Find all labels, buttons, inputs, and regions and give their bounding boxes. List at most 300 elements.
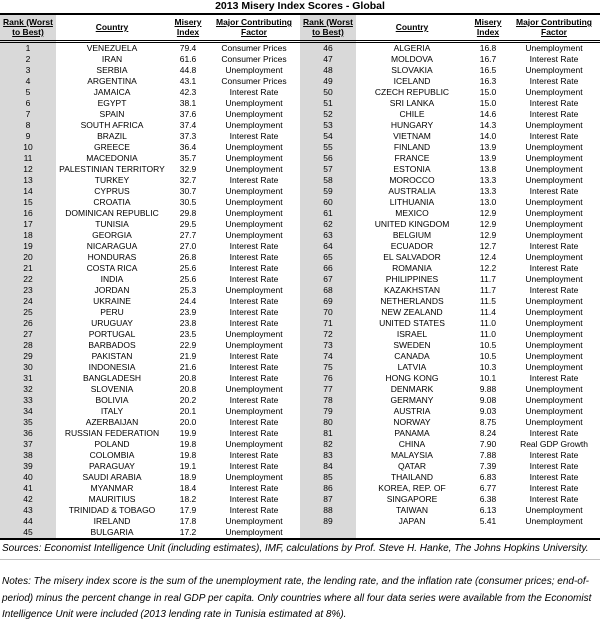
col-header-misery-index-left-label: Misery Index <box>174 17 202 37</box>
table-row <box>0 76 600 87</box>
table-row <box>0 527 600 539</box>
rank-cell-right: 64 <box>300 241 356 252</box>
misery-index-cell-left: 19.8 <box>179 439 197 449</box>
factor-cell-left: Unemployment <box>225 516 283 526</box>
col-header-rank-left-label: Rank (Worst to Best) <box>3 17 53 37</box>
country-cell-right: BELGIUM <box>392 230 432 240</box>
col-header-rank-left <box>0 15 56 42</box>
factor-cell-left: Unemployment <box>225 197 283 207</box>
rank-cell-right: 60 <box>300 197 356 208</box>
misery-index-cell-right: 12.2 <box>479 263 497 273</box>
country-cell-left: INDIA <box>100 274 124 284</box>
country-cell-right: SRI LANKA <box>389 98 435 108</box>
country-cell-right: NETHERLANDS <box>380 296 444 306</box>
rank-cell-right: 87 <box>300 494 356 505</box>
misery-index-cell-left: 29.5 <box>179 219 197 229</box>
table-row <box>0 329 600 340</box>
country-cell-left: AZERBAIJAN <box>85 417 139 427</box>
misery-index-cell-right: 8.75 <box>479 417 497 427</box>
country-cell-left: TUNISIA <box>95 219 129 229</box>
rank-cell-left: 10 <box>0 142 56 153</box>
table-row <box>0 285 600 296</box>
rank-cell-right: 66 <box>300 263 356 274</box>
rank-cell-right: 50 <box>300 87 356 98</box>
table-row <box>0 351 600 362</box>
rank-cell-right: 76 <box>300 373 356 384</box>
table-row <box>0 98 600 109</box>
factor-cell-right: Interest Rate <box>529 131 579 141</box>
misery-index-cell-right: 12.7 <box>479 241 497 251</box>
misery-index-cell-left: 30.5 <box>179 197 197 207</box>
factor-cell-right: Unemployment <box>525 197 583 207</box>
rank-cell-right: 73 <box>300 340 356 351</box>
country-cell-left: SPAIN <box>99 109 125 119</box>
misery-index-cell-right: 12.4 <box>479 252 497 262</box>
table-row <box>0 65 600 76</box>
rank-cell-right: 48 <box>300 65 356 76</box>
table-row <box>0 153 600 164</box>
col-header-factor-left-label: Major Contributing Factor <box>215 17 292 37</box>
misery-index-cell-right: 10.3 <box>479 362 497 372</box>
rank-cell-right: 82 <box>300 439 356 450</box>
factor-cell-left: Interest Rate <box>229 274 279 284</box>
rank-cell-right: 67 <box>300 274 356 285</box>
country-cell-left: POLAND <box>94 439 130 449</box>
rank-cell-left: 2 <box>0 54 56 65</box>
country-cell-right: MOLDOVA <box>391 54 433 64</box>
rank-cell-right: 49 <box>300 76 356 87</box>
country-cell-left: MACEDONIA <box>86 153 138 163</box>
rank-cell-right: 56 <box>300 153 356 164</box>
country-cell-right: NEW ZEALAND <box>381 307 443 317</box>
country-cell-right: SWEDEN <box>393 340 431 350</box>
misery-index-cell-left: 24.4 <box>179 296 197 306</box>
factor-cell-left: Unemployment <box>225 406 283 416</box>
table-row <box>0 219 600 230</box>
table-row <box>0 142 600 153</box>
country-cell-left: TURKEY <box>94 175 130 185</box>
misery-index-cell-right: 15.0 <box>479 87 497 97</box>
country-cell-left: PERU <box>100 307 124 317</box>
rank-cell-left: 17 <box>0 219 56 230</box>
misery-index-cell-right: 8.24 <box>479 428 497 438</box>
misery-index-cell-left: 25.3 <box>179 285 197 295</box>
factor-cell-right: Interest Rate <box>529 373 579 383</box>
country-cell-left: NICARAGUA <box>86 241 138 251</box>
country-cell-right: JAPAN <box>398 516 426 526</box>
misery-index-cell-left: 30.7 <box>179 186 197 196</box>
rank-cell-right: 51 <box>300 98 356 109</box>
rank-cell-left: 13 <box>0 175 56 186</box>
misery-index-cell-left: 61.6 <box>179 54 197 64</box>
rank-cell-right: 79 <box>300 406 356 417</box>
table-row <box>0 395 600 406</box>
factor-cell-right: Unemployment <box>525 318 583 328</box>
rank-cell-left: 35 <box>0 417 56 428</box>
country-cell-right: GERMANY <box>390 395 434 405</box>
rank-cell-right: 63 <box>300 230 356 241</box>
misery-index-cell-right: 16.8 <box>479 43 497 53</box>
rank-cell-left: 20 <box>0 252 56 263</box>
table-row <box>0 362 600 373</box>
factor-cell-right: Unemployment <box>525 296 583 306</box>
factor-cell-right: Unemployment <box>525 120 583 130</box>
factor-cell-right: Interest Rate <box>529 285 579 295</box>
misery-index-cell-left: 19.9 <box>179 428 197 438</box>
misery-index-cell-right: 13.9 <box>479 153 497 163</box>
misery-index-cell-right: 11.0 <box>480 318 496 328</box>
factor-cell-right: Unemployment <box>525 164 583 174</box>
rank-cell-right: 52 <box>300 109 356 120</box>
table-row <box>0 494 600 505</box>
factor-cell-left: Unemployment <box>225 285 283 295</box>
table-row <box>0 307 600 318</box>
rank-cell-left: 34 <box>0 406 56 417</box>
misery-index-cell-right <box>468 527 508 539</box>
country-cell-left: SLOVENIA <box>90 384 134 394</box>
factor-cell-left: Unemployment <box>208 527 300 539</box>
rank-cell-right: 70 <box>300 307 356 318</box>
factor-cell-left: Interest Rate <box>229 241 279 251</box>
factor-cell-right: Unemployment <box>525 384 583 394</box>
factor-cell-right: Unemployment <box>525 516 583 526</box>
col-header-country-right-label: Country <box>395 22 429 32</box>
rank-cell-right: 53 <box>300 120 356 131</box>
country-cell-left: INDONESIA <box>88 362 136 372</box>
country-cell-left: COLOMBIA <box>89 450 135 460</box>
rank-cell-right: 65 <box>300 252 356 263</box>
rank-cell-left: 30 <box>0 362 56 373</box>
country-cell-left: BANGLADESH <box>82 373 142 383</box>
rank-cell-left: 42 <box>0 494 56 505</box>
misery-index-cell-left: 21.9 <box>179 351 197 361</box>
rank-cell-right: 68 <box>300 285 356 296</box>
country-cell-right: ISRAEL <box>396 329 428 339</box>
rank-cell-left: 5 <box>0 87 56 98</box>
col-header-rank-right-label: Rank (Worst to Best) <box>303 17 353 37</box>
country-cell-left: BRAZIL <box>97 131 127 141</box>
misery-index-cell-right: 6.83 <box>479 472 497 482</box>
table-row <box>0 175 600 186</box>
country-cell-right: MALAYSIA <box>391 450 433 460</box>
table-row <box>0 373 600 384</box>
rank-cell-left: 31 <box>0 373 56 384</box>
misery-index-cell-right: 15.0 <box>479 98 497 108</box>
factor-cell-left: Interest Rate <box>229 417 279 427</box>
misery-index-cell-left: 37.4 <box>179 120 197 130</box>
misery-index-cell-left: 26.8 <box>179 252 197 262</box>
misery-index-cell-left: 20.0 <box>179 417 197 427</box>
rank-cell-left: 1 <box>0 42 56 55</box>
rank-cell-left: 29 <box>0 351 56 362</box>
misery-index-cell-left: 20.1 <box>179 406 197 416</box>
country-cell-left: SAUDI ARABIA <box>82 472 142 482</box>
misery-index-cell-left: 20.8 <box>179 373 197 383</box>
country-cell-right: AUSTRIA <box>393 406 431 416</box>
factor-cell-right: Unemployment <box>525 329 583 339</box>
country-cell-left: COSTA RICA <box>86 263 138 273</box>
country-cell-left: GEORGIA <box>92 230 132 240</box>
rank-cell-right: 54 <box>300 131 356 142</box>
rank-cell-left: 9 <box>0 131 56 142</box>
country-cell-right: PHILIPPINES <box>385 274 439 284</box>
table-row <box>0 472 600 483</box>
misery-index-cell-left: 44.8 <box>179 65 197 75</box>
factor-cell-left: Interest Rate <box>229 131 279 141</box>
misery-index-cell-left: 37.3 <box>179 131 197 141</box>
rank-cell-left: 32 <box>0 384 56 395</box>
rank-cell-left: 25 <box>0 307 56 318</box>
misery-index-cell-right: 13.8 <box>479 164 497 174</box>
factor-cell-left: Interest Rate <box>229 461 279 471</box>
misery-index-cell-left: 17.9 <box>179 505 197 515</box>
factor-cell-right: Interest Rate <box>529 450 579 460</box>
rank-cell-right: 77 <box>300 384 356 395</box>
rank-cell-left: 37 <box>0 439 56 450</box>
factor-cell-right: Interest Rate <box>529 109 579 119</box>
rank-cell-right: 46 <box>300 42 356 55</box>
rank-cell-right: 81 <box>300 428 356 439</box>
country-cell-left: CYPRUS <box>94 186 130 196</box>
factor-cell-left: Interest Rate <box>229 483 279 493</box>
table-row <box>0 428 600 439</box>
rank-cell-right: 55 <box>300 142 356 153</box>
rank-cell-left: 43 <box>0 505 56 516</box>
misery-index-cell-left: 27.7 <box>179 230 197 240</box>
col-header-factor-right-label: Major Contributing Factor <box>515 17 592 37</box>
country-cell-right: DENMARK <box>390 384 434 394</box>
country-cell-right: AUSTRALIA <box>388 186 436 196</box>
country-cell-right: ECUADOR <box>390 241 434 251</box>
factor-cell-right: Interest Rate <box>529 494 579 504</box>
country-cell-right: LATVIA <box>397 362 427 372</box>
factor-cell-left: Interest Rate <box>229 252 279 262</box>
country-cell-right: UNITED KINGDOM <box>374 219 450 229</box>
factor-cell-left: Unemployment <box>225 98 283 108</box>
table-row <box>0 461 600 472</box>
table-row <box>0 241 600 252</box>
rank-cell-left: 21 <box>0 263 56 274</box>
country-cell-right: ALGERIA <box>393 43 431 53</box>
factor-cell-left: Interest Rate <box>229 351 279 361</box>
misery-index-cell-left: 79.4 <box>179 43 197 53</box>
table-row <box>0 131 600 142</box>
country-cell-left: HONDURAS <box>87 252 137 262</box>
rank-cell-left: 27 <box>0 329 56 340</box>
rank-cell-left: 44 <box>0 516 56 527</box>
factor-cell-right: Unemployment <box>525 230 583 240</box>
country-cell-right: KAZAKHSTAN <box>383 285 441 295</box>
rank-cell-left: 40 <box>0 472 56 483</box>
country-cell-left: JAMAICA <box>93 87 131 97</box>
table-row <box>0 340 600 351</box>
col-header-country-left <box>56 15 168 42</box>
misery-index-cell-right: 6.77 <box>479 483 497 493</box>
rank-cell-right: 72 <box>300 329 356 340</box>
misery-index-cell-right: 13.3 <box>479 175 497 185</box>
factor-cell-right: Interest Rate <box>529 54 579 64</box>
misery-index-cell-left: 36.4 <box>179 142 197 152</box>
factor-cell-right: Unemployment <box>525 505 583 515</box>
rank-cell-right: 86 <box>300 483 356 494</box>
rank-cell-right: 83 <box>300 450 356 461</box>
factor-cell-left: Interest Rate <box>229 87 279 97</box>
rank-cell-right <box>300 527 356 539</box>
misery-index-cell-right: 11.4 <box>480 307 496 317</box>
rank-cell-right: 84 <box>300 461 356 472</box>
col-header-factor-left <box>208 15 300 42</box>
factor-cell-left: Interest Rate <box>229 175 279 185</box>
factor-cell-left: Unemployment <box>225 329 283 339</box>
rank-cell-left: 26 <box>0 318 56 329</box>
misery-index-cell-left: 32.9 <box>179 164 197 174</box>
misery-index-cell-right: 14.3 <box>479 120 497 130</box>
misery-index-cell-right: 6.38 <box>479 494 497 504</box>
misery-index-cell-right: 10.5 <box>479 351 497 361</box>
rank-cell-right: 88 <box>300 505 356 516</box>
country-cell-right: MEXICO <box>395 208 429 218</box>
country-cell-right: CHILE <box>399 109 425 119</box>
rank-cell-right: 80 <box>300 417 356 428</box>
factor-cell-right: Interest Rate <box>529 461 579 471</box>
rank-cell-left: 4 <box>0 76 56 87</box>
country-cell-left: IRAN <box>101 54 123 64</box>
country-cell-left: PARAGUAY <box>89 461 135 471</box>
rank-cell-left: 19 <box>0 241 56 252</box>
rank-cell-left: 39 <box>0 461 56 472</box>
misery-index-cell-left: 23.8 <box>179 318 197 328</box>
factor-cell-left: Unemployment <box>225 65 283 75</box>
rank-cell-left: 22 <box>0 274 56 285</box>
rank-cell-left: 6 <box>0 98 56 109</box>
factor-cell-left: Unemployment <box>225 472 283 482</box>
misery-index-cell-right: 11.7 <box>480 274 496 284</box>
country-cell-left: ARGENTINA <box>87 76 137 86</box>
factor-cell-right: Unemployment <box>525 406 583 416</box>
misery-index-cell-right: 9.88 <box>479 384 497 394</box>
table-row <box>0 384 600 395</box>
rank-cell-right: 89 <box>300 516 356 527</box>
factor-cell-right: Unemployment <box>525 274 583 284</box>
rank-cell-right: 78 <box>300 395 356 406</box>
misery-index-cell-left: 43.1 <box>179 76 197 86</box>
table-row <box>0 406 600 417</box>
factor-cell-left: Interest Rate <box>229 296 279 306</box>
misery-index-cell-right: 13.0 <box>479 197 497 207</box>
country-cell-right: SINGAPORE <box>386 494 438 504</box>
table-header <box>0 15 600 42</box>
misery-index-cell-right: 11.0 <box>480 329 496 339</box>
page-title: 2013 Misery Index Scores - Global <box>0 0 600 15</box>
country-cell-left: PORTUGAL <box>88 329 136 339</box>
factor-cell-left: Unemployment <box>225 120 283 130</box>
col-header-country-right <box>356 15 468 42</box>
misery-index-table <box>0 15 600 540</box>
country-cell-right: CZECH REPUBLIC <box>374 87 450 97</box>
factor-cell-right: Unemployment <box>525 417 583 427</box>
country-cell-left: TRINIDAD & TOBAGO <box>68 505 156 515</box>
rank-cell-left: 3 <box>0 65 56 76</box>
rank-cell-right: 62 <box>300 219 356 230</box>
rank-cell-left: 28 <box>0 340 56 351</box>
country-cell-left: IRELAND <box>93 516 131 526</box>
country-cell-right <box>356 527 468 539</box>
misery-index-cell-right: 9.08 <box>479 395 497 405</box>
rank-cell-left: 24 <box>0 296 56 307</box>
country-cell-right: ROMANIA <box>392 263 432 273</box>
misery-index-cell-left: 42.3 <box>179 87 197 97</box>
rank-cell-right: 85 <box>300 472 356 483</box>
rank-cell-right: 59 <box>300 186 356 197</box>
country-cell-left: SERBIA <box>96 65 128 75</box>
country-cell-left: UKRAINE <box>93 296 131 306</box>
country-cell-left: RUSSIAN FEDERATION <box>64 428 160 438</box>
factor-cell-right: Unemployment <box>525 153 583 163</box>
rank-cell-right: 74 <box>300 351 356 362</box>
misery-index-cell-left: 38.1 <box>179 98 197 108</box>
misery-index-cell-left: 19.8 <box>179 450 197 460</box>
country-cell-left: VENEZUELA <box>86 43 138 53</box>
factor-cell-right: Unemployment <box>525 307 583 317</box>
country-cell-right: LITHUANIA <box>389 197 435 207</box>
table-row <box>0 208 600 219</box>
rank-cell-right: 57 <box>300 164 356 175</box>
col-header-misery-index-left <box>168 15 208 42</box>
country-cell-right: HONG KONG <box>385 373 439 383</box>
country-cell-left: BULGARIA <box>56 527 168 539</box>
country-cell-right: ICELAND <box>393 76 431 86</box>
factor-cell-left: Interest Rate <box>229 318 279 328</box>
table-row <box>0 164 600 175</box>
misery-index-cell-right: 10.5 <box>479 340 497 350</box>
misery-index-cell-left: 25.6 <box>179 263 197 273</box>
factor-cell-right: Unemployment <box>525 362 583 372</box>
rank-cell-left: 33 <box>0 395 56 406</box>
factor-cell-left: Unemployment <box>225 230 283 240</box>
factor-cell-right: Interest Rate <box>529 428 579 438</box>
factor-cell-right <box>508 527 600 539</box>
country-cell-left: EGYPT <box>97 98 127 108</box>
table-row <box>0 109 600 120</box>
factor-cell-right: Interest Rate <box>529 263 579 273</box>
country-cell-right: UNITED STATES <box>379 318 445 328</box>
factor-cell-left: Interest Rate <box>229 450 279 460</box>
factor-cell-left: Interest Rate <box>229 428 279 438</box>
country-cell-left: MAURITIUS <box>88 494 136 504</box>
misery-index-cell-right: 14.0 <box>479 131 497 141</box>
table-row <box>0 296 600 307</box>
country-cell-right: KOREA, REP. OF <box>378 483 446 493</box>
factor-cell-right: Interest Rate <box>529 186 579 196</box>
table-row <box>0 230 600 241</box>
misery-index-cell-left: 37.6 <box>179 109 197 119</box>
header-row <box>0 15 600 42</box>
rank-cell-right: 47 <box>300 54 356 65</box>
rank-cell-left: 38 <box>0 450 56 461</box>
table-row <box>0 318 600 329</box>
factor-cell-left: Unemployment <box>225 153 283 163</box>
table-row <box>0 274 600 285</box>
table-row <box>0 439 600 450</box>
rank-cell-left: 18 <box>0 230 56 241</box>
rank-cell-left: 7 <box>0 109 56 120</box>
misery-index-cell-left: 19.1 <box>179 461 197 471</box>
misery-index-cell-left: 25.6 <box>179 274 197 284</box>
table-row <box>0 186 600 197</box>
factor-cell-right: Unemployment <box>525 43 583 53</box>
misery-index-cell-right: 12.9 <box>479 219 497 229</box>
country-cell-left: BOLIVIA <box>95 395 129 405</box>
